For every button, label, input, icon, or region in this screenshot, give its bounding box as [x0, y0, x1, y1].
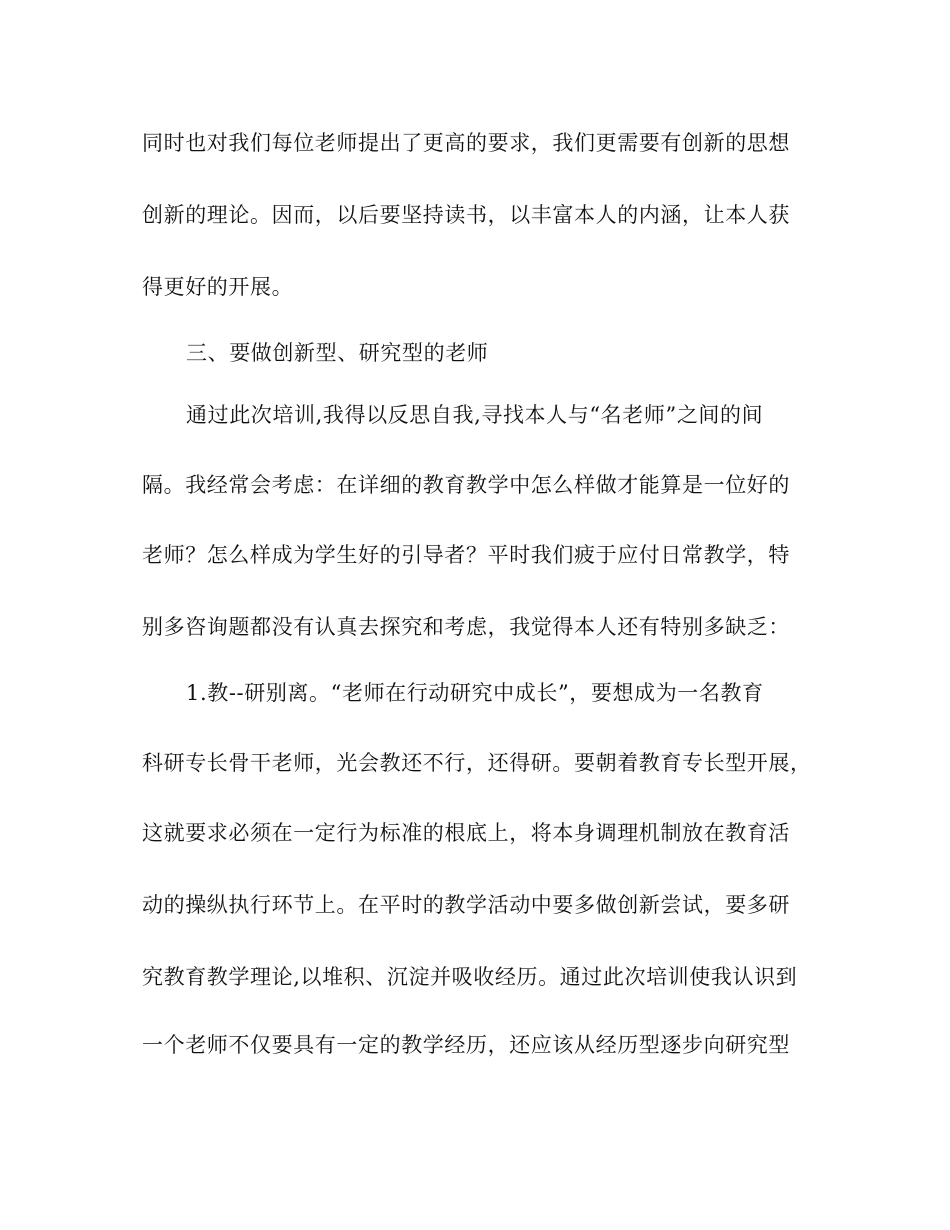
- paragraph-line: 同时也对我们每位老师提出了更高的要求，我们更需要有创新的思想: [142, 131, 790, 155]
- paragraph-line: 科研专长骨干老师，光会教还不行，还得研。要朝着教育专长型开展，: [142, 751, 812, 775]
- paragraph-line: 别多咨询题都没有认真去探究和考虑，我觉得本人还有特别多缺乏：: [142, 615, 790, 639]
- paragraph-line: 动的操纵执行环节上。在平时的教学活动中要多做创新尝试，要多研: [142, 893, 790, 917]
- paragraph-line: 这就要求必须在一定行为标准的根底上，将本身调理机制放在教育活: [142, 821, 790, 845]
- paragraph-line: 创新的理论。因而，以后要坚持读书，以丰富本人的内涵，让本人获: [142, 203, 790, 227]
- paragraph-line: 得更好的开展。: [142, 275, 294, 299]
- paragraph-line: 究教育教学理论,以堆积、沉淀并吸收经历。通过此次培训使我认识到: [142, 965, 798, 989]
- paragraph-line: 老师？怎么样成为学生好的引导者？平时我们疲于应付日常教学，特: [142, 543, 790, 567]
- paragraph-line: 通过此次培训,我得以反思自我,寻找本人与“名老师”之间的间: [186, 403, 764, 427]
- section-heading: 三、要做创新型、研究型的老师: [186, 341, 489, 365]
- paragraph-line: 一个老师不仅要具有一定的教学经历，还应该从经历型逐步向研究型: [142, 1033, 790, 1057]
- paragraph-line: 隔。我经常会考虑：在详细的教育教学中怎么样做才能算是一位好的: [142, 473, 790, 497]
- list-item-line: 1.教--研别离。“老师在行动研究中成长”，要想成为一名教育: [186, 681, 764, 705]
